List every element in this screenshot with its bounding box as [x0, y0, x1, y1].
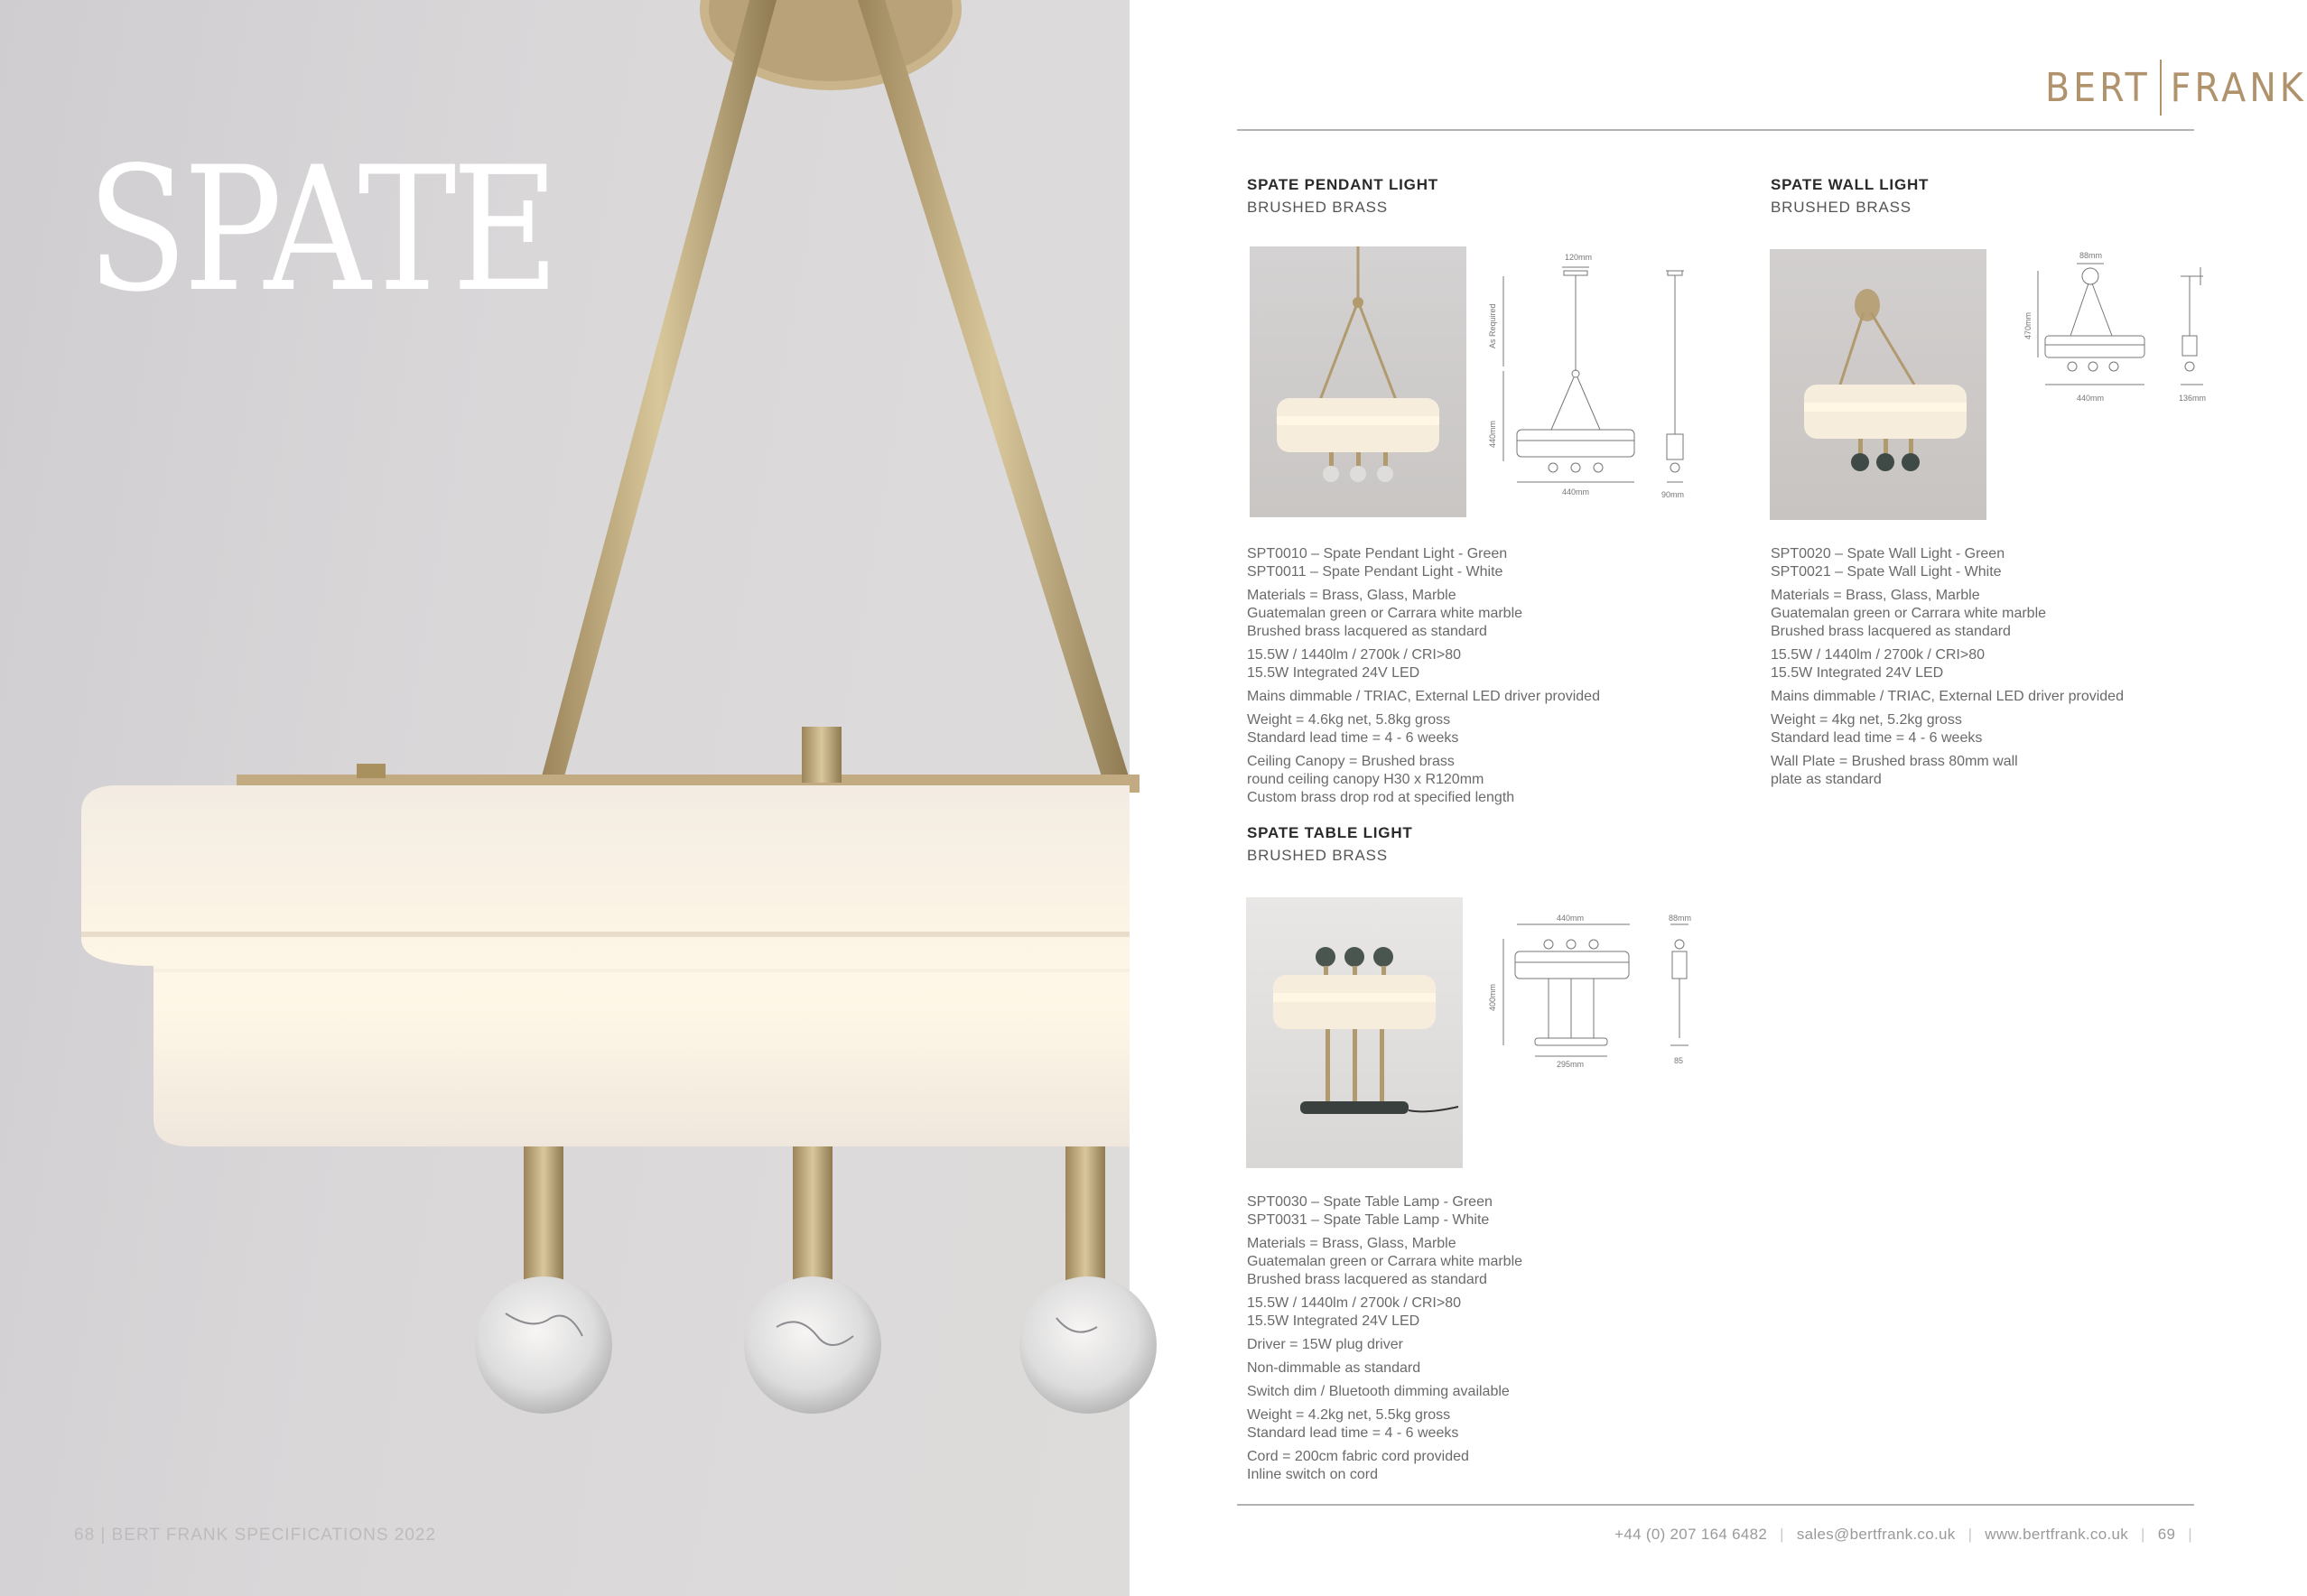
spec-paragraph: Materials = Brass, Glass, Marble Guatemalan green or Carrara white marble Brushed brass lacquered as standard: [1771, 588, 2047, 639]
table-dim-depth-base: 85: [1674, 1056, 1684, 1065]
brand-logo: [2045, 58, 2307, 117]
spec-paragraph: SPT0020 – Spate Wall Light - Green SPT0021 – Spate Wall Light - White: [1771, 546, 2005, 580]
hero-photo: [0, 0, 1130, 1596]
pendant-title: SPATE PENDANT LIGHT: [1247, 176, 1438, 193]
pendant-technical-drawing: [1481, 249, 1688, 511]
spec-paragraph: SPT0010 – Spate Pendant Light - Green SPT0011 – Spate Pendant Light - White: [1247, 546, 1508, 580]
wall-dim-width: 440mm: [2077, 394, 2105, 403]
wall-dim-depth: 136mm: [2179, 394, 2207, 403]
spec-paragraph: 15.5W / 1440lm / 2700k / CRI>80 15.5W Integrated 24V LED: [1771, 647, 1986, 681]
wall-technical-drawing: [2000, 249, 2207, 412]
table-dim-base: 295mm: [1557, 1060, 1585, 1069]
table-dim-depth-top: 88mm: [1669, 914, 1692, 923]
spec-paragraph: Ceiling Canopy = Brushed brass round ceiling canopy H30 x R120mm Custom brass drop rod at specified length: [1247, 754, 1515, 805]
header-rule: [1237, 129, 2194, 131]
spec-paragraph: Weight = 4.2kg net, 5.5kg gross Standard lead time = 4 - 6 weeks: [1247, 1407, 1459, 1441]
wall-dim-top: 88mm: [2079, 251, 2103, 260]
pendant-specs: [1247, 545, 1600, 812]
logo-divider: [2160, 60, 2162, 116]
brand-logo-right: FRANK: [2170, 64, 2307, 111]
pendant-dim-height: 440mm: [1488, 420, 1497, 448]
spec-paragraph: Weight = 4kg net, 5.2kg gross Standard lead time = 4 - 6 weeks: [1771, 712, 1983, 746]
spec-paragraph: Driver = 15W plug driver: [1247, 1337, 1403, 1352]
spec-paragraph: Non-dimmable as standard: [1247, 1360, 1421, 1376]
spec-paragraph: Weight = 4.6kg net, 5.8kg gross Standard lead time = 4 - 6 weeks: [1247, 712, 1459, 746]
spec-paragraph: 15.5W / 1440lm / 2700k / CRI>80 15.5W Integrated 24V LED: [1247, 1295, 1462, 1329]
spec-paragraph: 15.5W / 1440lm / 2700k / CRI>80 15.5W Integrated 24V LED: [1247, 647, 1462, 681]
table-dim-side: 400mm: [1488, 983, 1497, 1011]
footer-website[interactable]: www.bertfrank.co.uk: [1985, 1526, 2129, 1543]
spec-paragraph: Switch dim / Bluetooth dimming available: [1247, 1384, 1510, 1399]
wall-title: SPATE WALL LIGHT: [1771, 176, 1930, 193]
pendant-dim-top: 120mm: [1565, 253, 1593, 262]
pendant-dim-depth: 90mm: [1661, 490, 1685, 499]
footer-rule: [1237, 1504, 2194, 1506]
table-technical-drawing: [1481, 912, 1698, 1074]
spec-paragraph: Mains dimmable / TRIAC, External LED driver provided: [1247, 689, 1600, 704]
spec-paragraph: Materials = Brass, Glass, Marble Guatemalan green or Carrara white marble Brushed brass lacquered as standard: [1247, 588, 1523, 639]
spec-paragraph: Mains dimmable / TRIAC, External LED driver provided: [1771, 689, 2124, 704]
spec-paragraph: Wall Plate = Brushed brass 80mm wall plate as standard: [1771, 754, 2018, 787]
spec-paragraph: SPT0030 – Spate Table Lamp - Green SPT0031 – Spate Table Lamp - White: [1247, 1194, 1493, 1228]
page-footer: +44 (0) 207 164 6482 | sales@bertfrank.co.uk | www.bertfrank.co.uk | 69 |: [1614, 1526, 2192, 1543]
table-thumbnail: [1246, 897, 1463, 1168]
left-page-footer: 68 | BERT FRANK SPECIFICATIONS 2022: [74, 1526, 437, 1545]
wall-finish: BRUSHED BRASS: [1771, 199, 1912, 216]
footer-phone[interactable]: +44 (0) 207 164 6482: [1614, 1526, 1768, 1543]
spec-paragraph: Materials = Brass, Glass, Marble Guatemalan green or Carrara white marble Brushed brass lacquered as standard: [1247, 1236, 1523, 1287]
pendant-dim-side: As Required: [1488, 303, 1497, 348]
wall-dim-side: 470mm: [2023, 311, 2033, 339]
table-dim-top: 440mm: [1557, 914, 1585, 923]
pendant-thumbnail: [1250, 246, 1466, 517]
brand-logo-left: BERT: [2045, 64, 2151, 111]
pendant-dim-width: 440mm: [1562, 487, 1590, 496]
table-title: SPATE TABLE LIGHT: [1247, 824, 1413, 841]
footer-email[interactable]: sales@bertfrank.co.uk: [1796, 1526, 1956, 1543]
page-number: 69: [2157, 1526, 2176, 1543]
wall-thumbnail: [1770, 249, 1986, 520]
spec-paragraph: Cord = 200cm fabric cord provided Inline switch on cord: [1247, 1449, 1469, 1482]
table-specs: [1247, 1193, 1522, 1489]
hero-title: SPATE: [87, 130, 555, 329]
wall-specs: [1771, 545, 2124, 794]
pendant-finish: BRUSHED BRASS: [1247, 199, 1388, 216]
table-finish: BRUSHED BRASS: [1247, 847, 1388, 864]
